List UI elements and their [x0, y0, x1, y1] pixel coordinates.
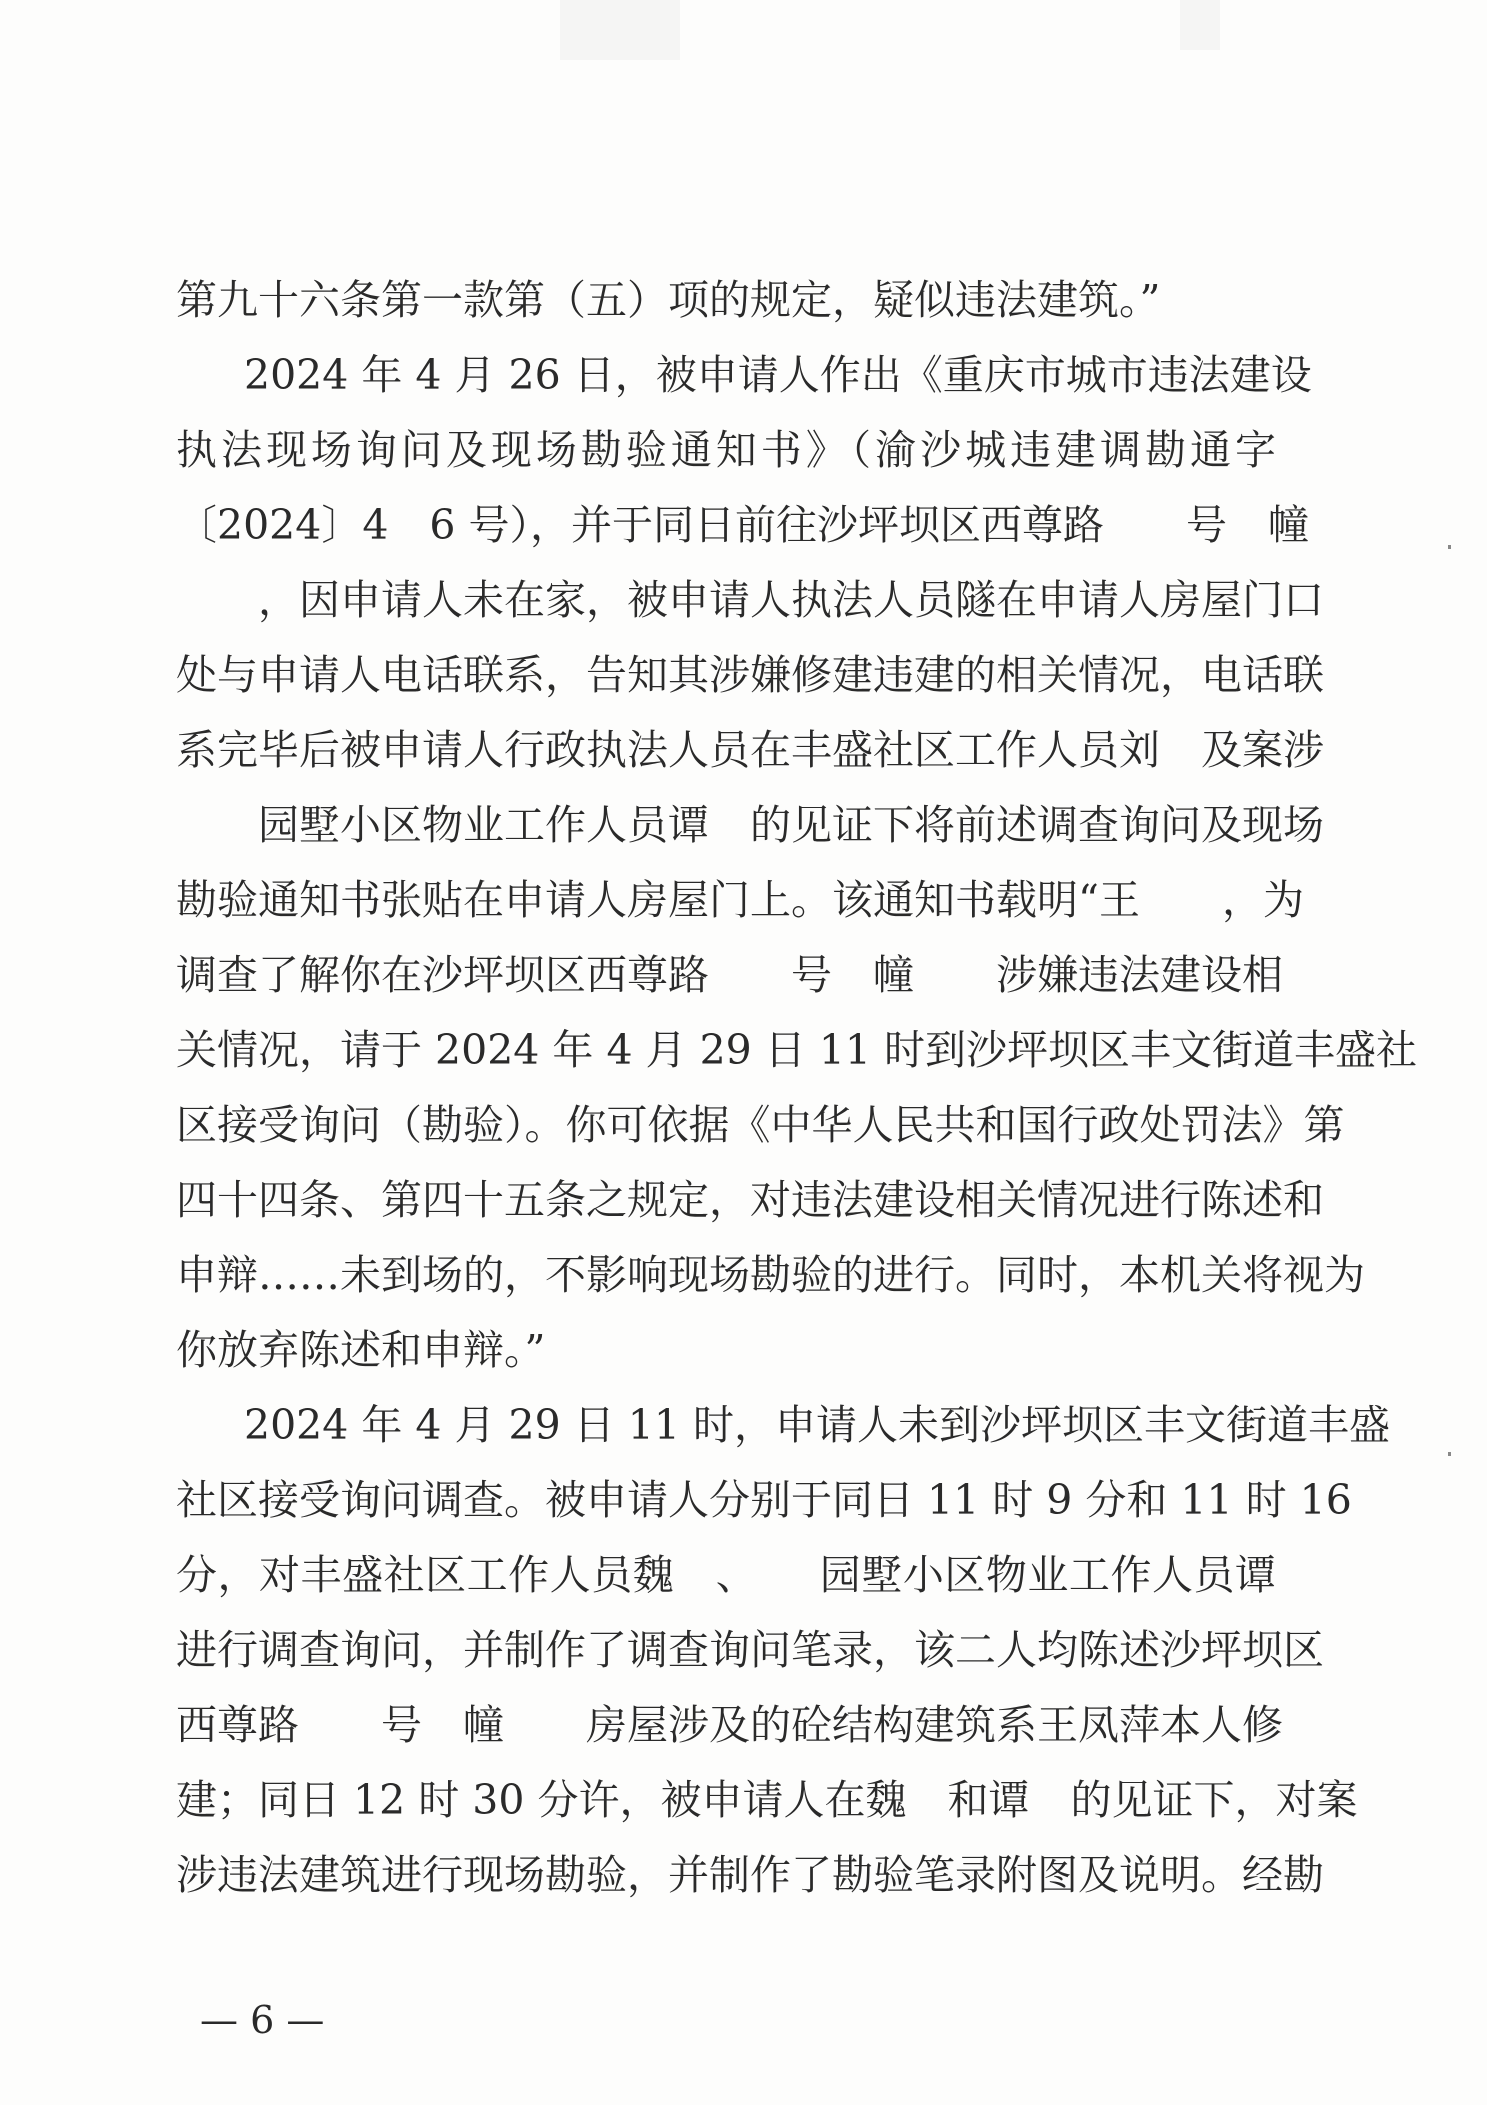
body-text-line: ，因申请人未在家，被申请人执法人员隧在申请人房屋门口: [176, 576, 1324, 624]
page-number: — 6 —: [200, 1998, 325, 2042]
scan-artifact: [1448, 1452, 1451, 1456]
body-text-line: 勘验通知书张贴在申请人房屋门上。该通知书载明“王 ，为: [176, 876, 1304, 924]
body-text-line: 处与申请人电话联系，告知其涉嫌修建违建的相关情况，电话联: [176, 651, 1324, 699]
paragraph-first-line: 2024 年 4 月 26 日，被申请人作出《重庆市城市违法建设: [244, 351, 1312, 399]
body-text-line: 西尊路 号 幢 房屋涉及的砼结构建筑系王凤萍本人修: [176, 1701, 1283, 1749]
body-text-line: 进行调查询问，并制作了调查询问笔录，该二人均陈述沙坪坝区: [176, 1626, 1324, 1674]
body-text-line: 第九十六条第一款第（五）项的规定，疑似违法建筑。”: [176, 276, 1161, 324]
body-text-line: 涉违法建筑进行现场勘验，并制作了勘验笔录附图及说明。经勘: [176, 1851, 1324, 1899]
body-text-line: 区接受询问（勘验）。你可依据《中华人民共和国行政处罚法》第: [176, 1101, 1345, 1149]
scan-artifact: [1448, 545, 1451, 549]
body-text-line: 社区接受询问调查。被申请人分别于同日 11 时 9 分和 11 时 16: [176, 1476, 1352, 1524]
paragraph-first-line: 2024 年 4 月 29 日 11 时，申请人未到沙坪坝区丰文街道丰盛: [244, 1401, 1390, 1449]
body-text-line: 建；同日 12 时 30 分许，被申请人在魏 和谭 的见证下，对案: [176, 1776, 1358, 1824]
body-text-line: 调查了解你在沙坪坝区西尊路 号 幢 涉嫌违法建设相: [176, 951, 1283, 999]
body-text-line: 你放弃陈述和申辩。”: [176, 1326, 546, 1374]
body-text-line: 关情况，请于 2024 年 4 月 29 日 11 时到沙坪坝区丰文街道丰盛社: [176, 1026, 1418, 1074]
body-text-line: 四十四条、第四十五条之规定，对违法建设相关情况进行陈述和: [176, 1176, 1324, 1224]
body-text-line: 园墅小区物业工作人员谭 的见证下将前述调查询问及现场: [176, 801, 1324, 849]
body-text-line: 〔2024〕4 6 号），并于同日前往沙坪坝区西尊路 号 幢: [176, 501, 1310, 549]
scan-artifact: [560, 0, 680, 60]
body-text-line: 执法现场询问及现场勘验通知书》（渝沙城违建调勘通字: [176, 426, 1276, 474]
scan-artifact: [1180, 0, 1220, 50]
body-text-line: 系完毕后被申请人行政执法人员在丰盛社区工作人员刘 及案涉: [176, 726, 1324, 774]
body-text-line: 分，对丰盛社区工作人员魏 、 园墅小区物业工作人员谭: [176, 1551, 1276, 1599]
body-text-line: 申辩……未到场的，不影响现场勘验的进行。同时，本机关将视为: [176, 1251, 1365, 1299]
